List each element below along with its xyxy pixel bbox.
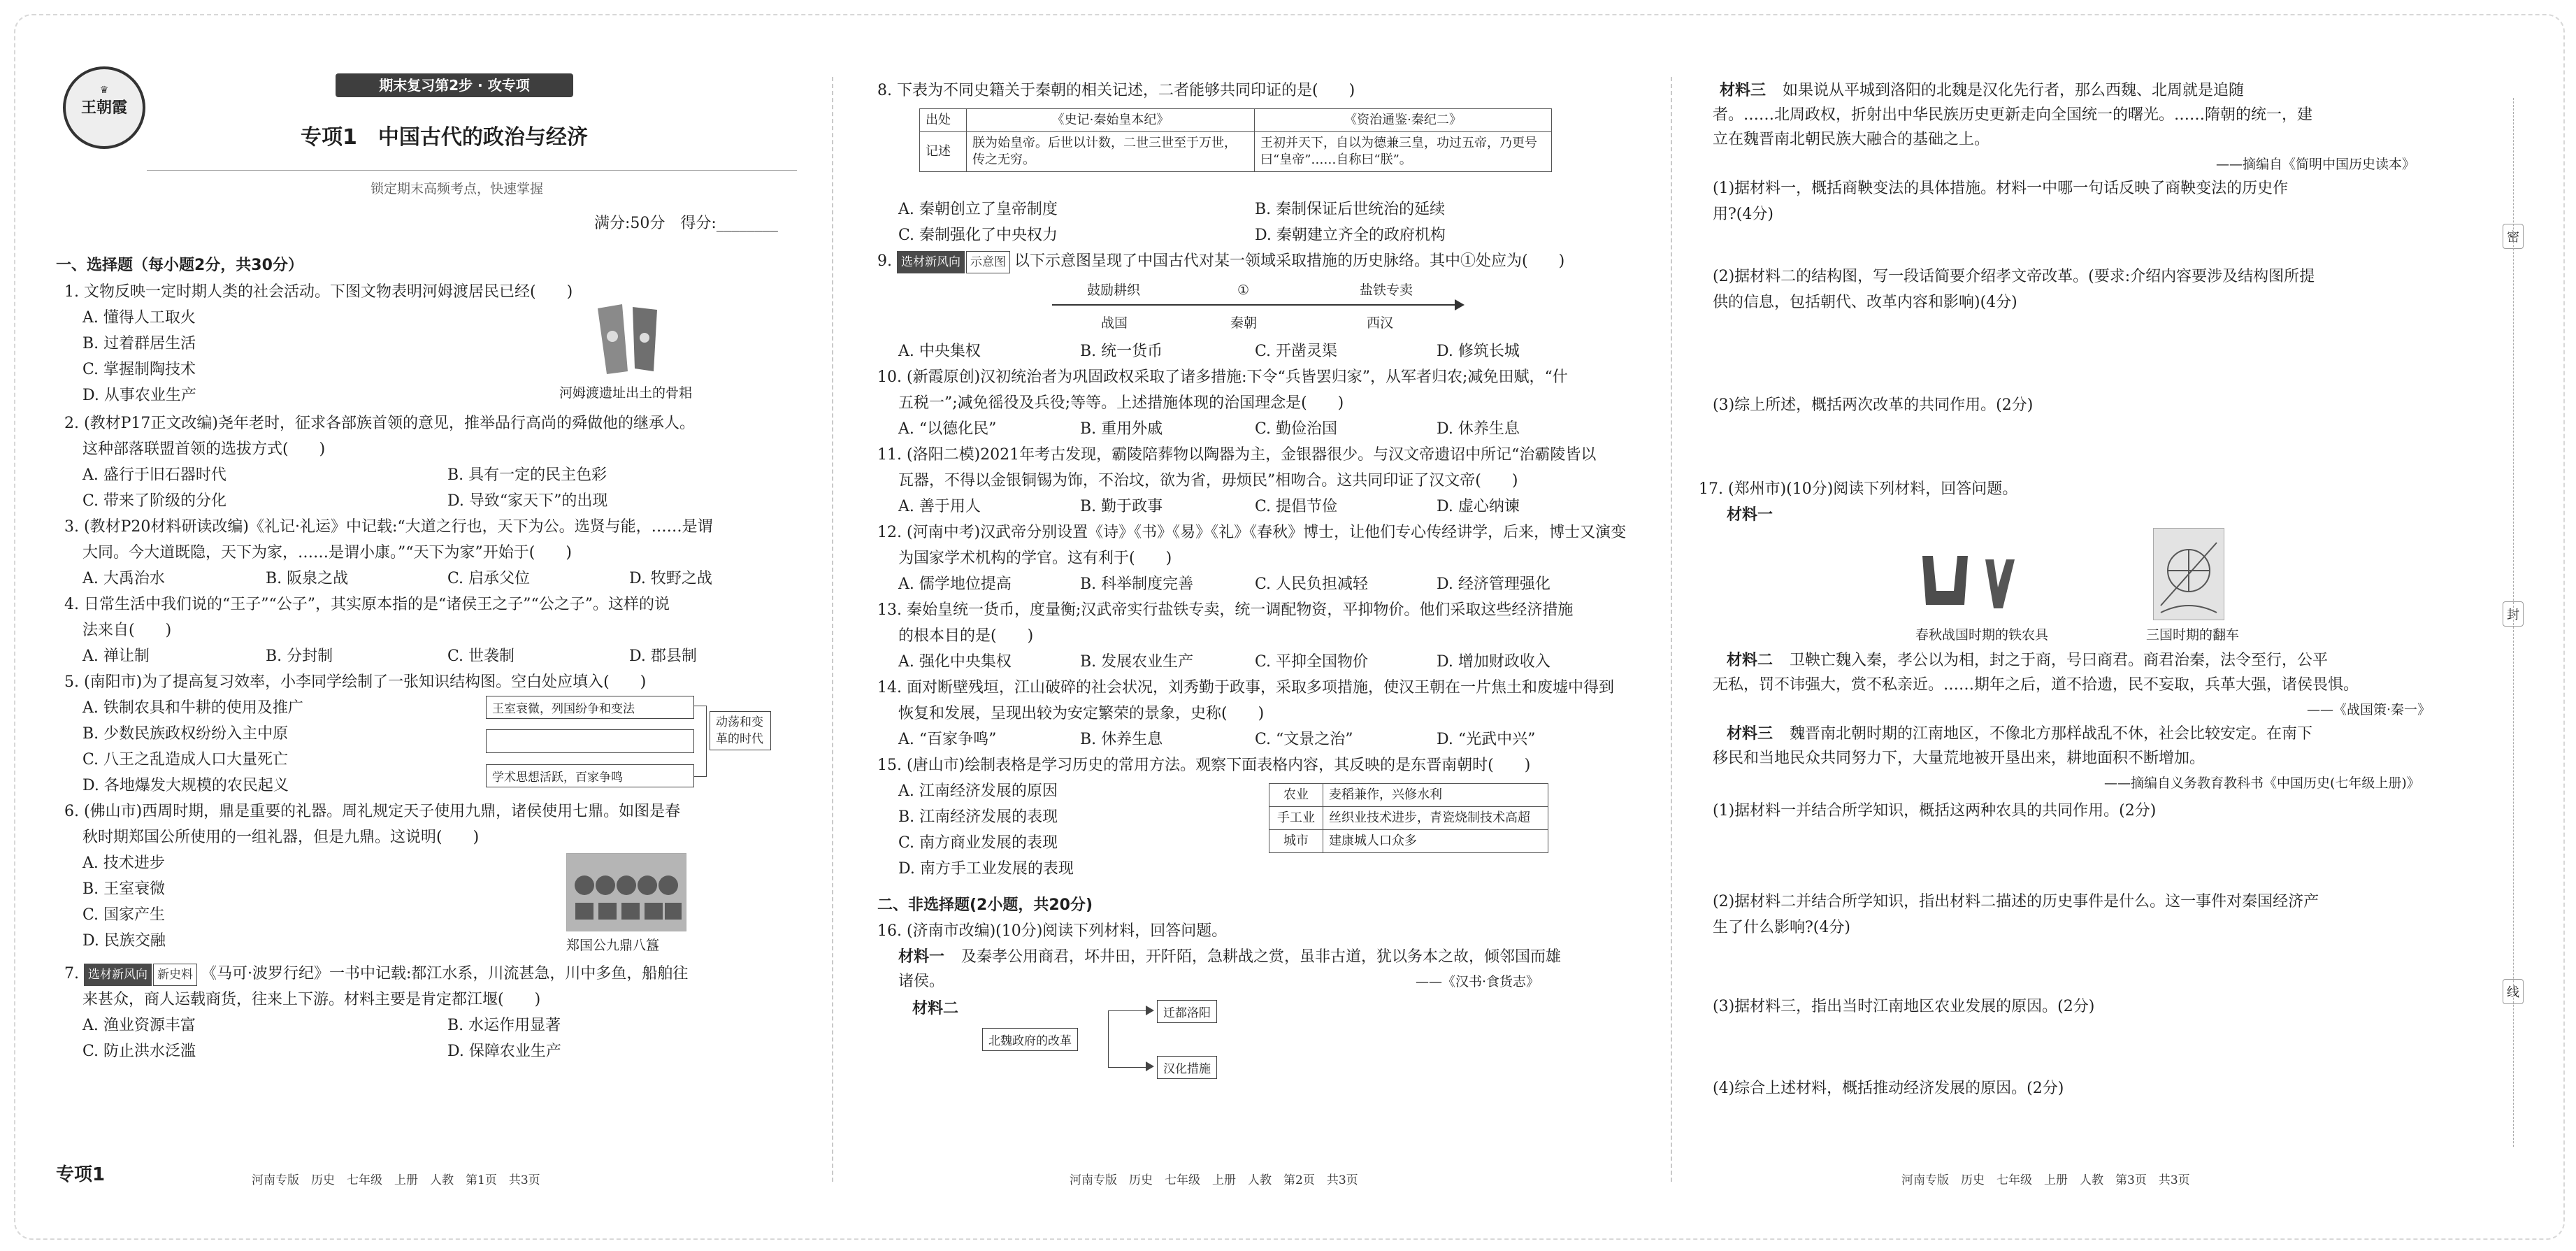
- q11-option-d[interactable]: D. 虚心纳谏: [1437, 498, 1520, 515]
- q16-m3-line-1: 如果说从平城到洛阳的北魏是汉化先行者，那么西魏、北周就是追随: [1783, 82, 2245, 99]
- q10-stem-2: 五税一”;减免徭役及兵役;等等。上述措施体现的治国理念是( ): [898, 394, 1344, 412]
- iron-tools-image: [1915, 549, 2027, 612]
- page-3: [1699, 66, 2450, 1187]
- title-rule: [147, 170, 797, 171]
- q12-option-b[interactable]: B. 科举制度完善: [1080, 576, 1194, 593]
- q15-v3: 建康城人口众多: [1323, 830, 1548, 853]
- q9-stem-text: 以下示意图呈现了中国古代对某一领域采取措施的历史脉络。其中①处应为( ): [1014, 252, 1565, 270]
- q4-option-a[interactable]: A. 禅让制: [82, 648, 150, 665]
- q17-m3-label: 材料三: [1727, 725, 1773, 743]
- q1-option-b[interactable]: B. 过着群居生活: [82, 335, 196, 352]
- q1-caption: 河姆渡遗址出土的骨耜: [559, 385, 693, 401]
- q9-date-1: 战国: [1101, 315, 1128, 331]
- q17-sub-4: (4)综合上述材料，概括推动经济发展的原因。(2分): [1713, 1080, 2064, 1097]
- q16-m1-line-2: 诸侯。: [898, 973, 945, 990]
- q11-option-b[interactable]: B. 勤于政事: [1080, 498, 1163, 515]
- bone-spade-image: [587, 301, 671, 377]
- q12-option-d[interactable]: D. 经济管理强化: [1437, 576, 1550, 593]
- q13-stem-2: 的根本目的是( ): [898, 627, 1034, 645]
- section-2-heading: 二、非选择题(2小题，共20分): [877, 896, 1093, 914]
- q16-m3-line-2: 者。……北周政权，折射出中华民族历史更新走向全国统一的曙光。……隋朝的统一，建: [1713, 106, 2313, 124]
- water-wheel-image: [2153, 528, 2224, 620]
- q17-sub-1: (1)据材料一并结合所学知识，概括这两种农具的共同作用。(2分): [1713, 802, 2157, 820]
- q9-tag-2: 示意图: [966, 251, 1010, 273]
- q11-stem-2: 瓦器，不得以金银铜锡为饰，不治坟，欲为省，毋烦民”相吻合。这共同印证了汉文帝( ): [898, 472, 1518, 489]
- q17-m2-label: 材料二: [1727, 652, 1773, 669]
- q17-sub-2b: 生了什么影响?(4分): [1713, 919, 1850, 936]
- logo-seal: [63, 66, 145, 149]
- q12-stem-1: 12. (河南中考)汉武帝分别设置《诗》《书》《易》《礼》《春秋》博士，让他们专心传经讲学，后来，博士又演变: [877, 524, 1627, 541]
- page-1: [56, 66, 807, 1185]
- q4-option-c[interactable]: C. 世袭制: [447, 648, 515, 665]
- side-tab-seal-2: 封: [2503, 601, 2524, 627]
- q17-sub-2a: (2)据材料二并结合所学知识，指出材料二描述的历史事件是什么。这一事件对秦国经济产: [1713, 893, 2319, 910]
- q9-option-d[interactable]: D. 修筑长城: [1437, 343, 1520, 360]
- q17-m2-source: ——《战国策·秦一》: [2307, 702, 2431, 717]
- q4-stem-1: 4. 日常生活中我们说的“王子”“公子”，其实原本指的是“诸侯王之子”“公之子”。这样的说: [64, 596, 670, 613]
- q15-k3: 城市: [1269, 830, 1323, 853]
- q10-option-b[interactable]: B. 重用外戚: [1080, 420, 1163, 438]
- q15-v2: 丝织业技术进步，青瓷烧制技术高超: [1323, 807, 1548, 830]
- divider-1: [832, 77, 833, 1182]
- q13-option-d[interactable]: D. 增加财政收入: [1437, 653, 1550, 671]
- q16-m1-source: ——《汉书·食货志》: [1416, 974, 1540, 989]
- q17-caption-1: 春秋战国时期的铁农具: [1915, 627, 2049, 643]
- q3-stem-1: 3. (教材P20材料研读改编)《礼记·礼运》中记载:“大道之行也，天下为公。选贤与能，……是谓: [64, 518, 713, 536]
- q6-stem-2: 秋时期郑国公所使用的一组礼器，但是九鼎。这说明( ): [82, 829, 480, 846]
- q17-m2-line-2: 无私，罚不讳强大，赏不私亲近。……期年之后，道不拾遗，民不妄取，兵革大强，诸侯畏惧。: [1713, 676, 2359, 694]
- q2-option-b[interactable]: B. 具有一定的民主色彩: [447, 466, 607, 484]
- q17-m3-line-1: 魏晋南北朝时期的江南地区，不像北方那样战乱不休，社会比较安定。在南下: [1790, 725, 2313, 743]
- q6-option-d[interactable]: D. 民族交融: [82, 932, 166, 950]
- q16-sub-2b: 供的信息，包括朝代、改革内容和影响)(4分): [1713, 294, 2017, 311]
- q5-box-right: 动荡和变革的时代: [710, 711, 771, 750]
- footer-1: 河南专版 历史 七年级 上册 人教 第1页 共3页: [252, 1173, 540, 1187]
- bronze-vessels-image: [566, 853, 686, 931]
- q14-option-d[interactable]: D. “光武中兴”: [1437, 731, 1536, 748]
- q6-caption: 郑国公九鼎八簋: [566, 938, 660, 953]
- q8-option-d[interactable]: D. 秦朝建立齐全的政府机构: [1255, 227, 1446, 244]
- q9-arrow-icon: [1455, 299, 1465, 310]
- q6-stem-1: 6. (佛山市)西周时期，鼎是重要的礼器。周礼规定天子使用九鼎，诸侯使用七鼎。如图是春: [64, 803, 681, 820]
- q11-option-a[interactable]: A. 善于用人: [898, 498, 981, 515]
- q10-stem-1: 10. (新霞原创)汉初统治者为巩固政权采取了诸多措施:下令“兵皆罢归家”，从军者归农;减免田赋，“什: [877, 369, 1568, 386]
- q5-stem: 5. (南阳市)为了提高复习效率，小李同学绘制了一张知识结构图。空白处应填入( ): [64, 673, 647, 691]
- q13-option-a[interactable]: A. 强化中央集权: [898, 653, 1012, 671]
- q8-h3: 《资治通鉴·秦纪二》: [1255, 109, 1552, 132]
- divider-2: [1671, 77, 1672, 1182]
- q3-option-a[interactable]: A. 大禹治水: [82, 570, 165, 587]
- q7-option-d[interactable]: D. 保障农业生产: [447, 1043, 561, 1060]
- q16-m1-line-1: 及秦孝公用商君，坏井田，开阡陌，急耕战之赏，虽非古道，犹以务本之故，倾邻国而雄: [961, 948, 1562, 966]
- q1-option-a[interactable]: A. 懂得人工取火: [82, 309, 196, 327]
- q8-stem: 8. 下表为不同史籍关于秦朝的相关记述，二者能够共同印证的是( ): [877, 82, 1355, 99]
- q12-option-c[interactable]: C. 人民负担减轻: [1255, 576, 1369, 593]
- q2-option-d[interactable]: D. 导致“家天下”的出现: [447, 492, 608, 510]
- q15-option-b[interactable]: B. 江南经济发展的表现: [898, 808, 1058, 826]
- q7-option-a[interactable]: A. 渔业资源丰富: [82, 1017, 196, 1034]
- q8-option-b[interactable]: B. 秦制保证后世统治的延续: [1255, 201, 1446, 218]
- q1-option-d[interactable]: D. 从事农业生产: [82, 387, 196, 404]
- q5-box-1: 王室衰微，列国纷争和变法: [486, 696, 694, 719]
- q9-timeline: [1052, 304, 1458, 306]
- q9-date-2: 秦朝: [1230, 315, 1258, 331]
- q7-option-b[interactable]: B. 水运作用显著: [447, 1017, 561, 1034]
- q11-option-c[interactable]: C. 提倡节俭: [1255, 498, 1338, 515]
- q14-stem-1: 14. 面对断壁残垣，江山破碎的社会状况，刘秀勤于政事，采取多项措施，使汉王朝在一片焦土和废墟中得到: [877, 679, 1614, 696]
- q16-box-up: 迁都洛阳: [1157, 1000, 1217, 1023]
- q5-option-a[interactable]: A. 铁制农具和牛耕的使用及推广: [82, 699, 303, 717]
- q4-option-b[interactable]: B. 分封制: [266, 648, 333, 665]
- q5-option-c[interactable]: C. 八王之乱造成人口大量死亡: [82, 751, 289, 769]
- side-tab-line: 线: [2503, 979, 2524, 1004]
- q8-h2: 《史记·秦始皇本纪》: [967, 109, 1255, 132]
- q2-stem-2: 这种部落联盟首领的选拔方式( ): [82, 441, 326, 458]
- q16-m2-label: 材料二: [912, 1000, 959, 1017]
- q5-bracket: [693, 706, 707, 777]
- q5-option-d[interactable]: D. 各地爆发大规模的农民起义: [82, 777, 289, 794]
- q10-option-c[interactable]: C. 勤俭治国: [1255, 420, 1338, 438]
- q13-option-b[interactable]: B. 发展农业生产: [1080, 653, 1194, 671]
- q14-option-a[interactable]: A. “百家争鸣”: [898, 731, 997, 748]
- q15-option-d[interactable]: D. 南方手工业发展的表现: [898, 860, 1074, 878]
- q8-r1: 记述: [920, 132, 967, 172]
- page-subtitle: 锁定期末高频考点，快速掌握: [370, 181, 544, 196]
- q7-option-c[interactable]: C. 防止洪水泛滥: [82, 1043, 196, 1060]
- q8-r3: 王初并天下，自以为德兼三皇，功过五帝，乃更号曰“皇帝”……自称曰“朕”。: [1255, 132, 1552, 172]
- q15-k1: 农业: [1269, 784, 1323, 807]
- q17-m1-label: 材料一: [1727, 506, 1773, 524]
- footer-1-label: 专项1: [56, 1164, 106, 1185]
- q9-tag: 选材新风向: [897, 251, 965, 273]
- banner: [336, 73, 573, 97]
- q7-number: 7.: [64, 965, 79, 982]
- q8-table: [919, 108, 1552, 172]
- q17-caption-2: 三国时期的翻车: [2146, 627, 2240, 643]
- q4-stem-2: 法来自( ): [82, 622, 172, 639]
- q9-date-3: 西汉: [1367, 315, 1394, 331]
- q16-sub-2a: (2)据材料二的结构图，写一段话简要介绍孝文帝改革。(要求:介绍内容要涉及结构图所提: [1713, 268, 2315, 285]
- page-title: 专项1 中国古代的政治与经济: [301, 125, 588, 150]
- q16-box-down: 汉化措施: [1157, 1056, 1217, 1079]
- q15-v1: 麦稻兼作，兴修水利: [1323, 784, 1548, 807]
- q9-label-2: ①: [1237, 283, 1250, 298]
- q10-option-a[interactable]: A. “以德化民”: [898, 420, 997, 438]
- q16-connector-v: [1108, 1010, 1151, 1068]
- q15-stem: 15. (唐山市)绘制表格是学习历史的常用方法。观察下面表格内容，其反映的是东晋南朝时( ): [877, 757, 1531, 774]
- q4-option-d[interactable]: D. 郡县制: [629, 648, 697, 665]
- q15-k2: 手工业: [1269, 807, 1323, 830]
- footer-2: 河南专版 历史 七年级 上册 人教 第2页 共3页: [1070, 1173, 1358, 1187]
- q14-option-b[interactable]: B. 休养生息: [1080, 731, 1163, 748]
- q2-option-a[interactable]: A. 盛行于旧石器时代: [82, 466, 226, 484]
- q11-stem-1: 11. (洛阳二模)2021年考古发现，霸陵陪葬物以陶器为主，金银器很少。与汉文帝遗诏中所记“治霸陵皆以: [877, 446, 1597, 464]
- q16-sub-1b: 用?(4分): [1713, 206, 1773, 223]
- q9-stem: [877, 251, 1564, 273]
- q16-sub-3: (3)综上所述，概括两次改革的共同作用。(2分): [1713, 396, 2034, 414]
- q12-stem-2: 为国家学术机构的学官。这有利于( ): [898, 550, 1172, 567]
- q16-m1-label: 材料一: [898, 948, 945, 966]
- q9-label-3: 盐铁专卖: [1360, 283, 1413, 298]
- footer-3: 河南专版 历史 七年级 上册 人教 第3页 共3页: [1901, 1173, 2190, 1187]
- q7-stem-1: [64, 964, 688, 986]
- q15-option-a[interactable]: A. 江南经济发展的原因: [898, 782, 1058, 800]
- q16-arrow-down-icon: [1146, 1061, 1154, 1071]
- q1-stem: 1. 文物反映一定时期人类的社会活动。下图文物表明河姆渡居民已经( ): [64, 283, 573, 301]
- q13-option-c[interactable]: C. 平抑全国物价: [1255, 653, 1369, 671]
- logo-crown-icon: ♛: [99, 85, 109, 96]
- q5-box-3: 学术思想活跃，百家争鸣: [486, 764, 694, 787]
- q7-stem-text: 《马可·波罗行纪》一书中记载:都江水系，川流甚急，川中多鱼，船舶往: [201, 965, 689, 982]
- q17-stem: 17. (郑州市)(10分)阅读下列材料，回答问题。: [1699, 480, 2018, 498]
- q8-r2: 朕为始皇帝。后世以计数，二世三世至于万世，传之无穷。: [967, 132, 1255, 172]
- q16-m3-label: 材料三: [1720, 82, 1766, 99]
- banner-text: 期末复习第2步 · 攻专项: [379, 77, 530, 94]
- q8-h1: 出处: [920, 109, 967, 132]
- side-binding-line: [2513, 98, 2514, 1147]
- q17-m3-source: ——摘编自义务教育教科书《中国历史(七年级上册)》: [2104, 775, 2420, 791]
- q1-option-c[interactable]: C. 掌握制陶技术: [82, 361, 196, 378]
- q9-number: 9.: [877, 252, 892, 270]
- q9-option-c[interactable]: C. 开凿灵渠: [1255, 343, 1338, 360]
- q16-m3-source: ——摘编自《简明中国历史读本》: [2216, 157, 2416, 172]
- side-tab-seal: 密: [2503, 224, 2524, 249]
- q9-option-a[interactable]: A. 中央集权: [898, 343, 981, 360]
- page-2: [877, 66, 1632, 1185]
- q14-stem-2: 恢复和发展，呈现出较为安定繁荣的景象，史称( ): [898, 705, 1265, 722]
- q14-option-c[interactable]: C. “文景之治”: [1255, 731, 1353, 748]
- q3-option-d[interactable]: D. 牧野之战: [629, 570, 712, 587]
- q6-option-a[interactable]: A. 技术进步: [82, 855, 165, 872]
- q16-sub-1a: (1)据材料一，概括商鞅变法的具体措施。材料一中哪一句话反映了商鞅变法的历史作: [1713, 180, 2289, 197]
- q6-option-b[interactable]: B. 王室衰微: [82, 880, 166, 898]
- q3-option-b[interactable]: B. 阪泉之战: [266, 570, 349, 587]
- q8-option-c[interactable]: C. 秦制强化了中央权力: [898, 227, 1058, 244]
- q15-option-c[interactable]: C. 南方商业发展的表现: [898, 834, 1058, 852]
- q3-stem-2: 大同。今大道既隐，天下为家，……是谓小康。”“天下为家”开始于( ): [82, 544, 572, 562]
- q8-option-a[interactable]: A. 秦朝创立了皇帝制度: [898, 201, 1058, 218]
- q9-option-b[interactable]: B. 统一货币: [1080, 343, 1163, 360]
- q6-option-c[interactable]: C. 国家产生: [82, 906, 166, 924]
- q7-tag: 选材新风向: [84, 964, 152, 986]
- q7-stem-2: 来甚众，商人运载商货，往来上下游。材料主要是肯定都江堰( ): [82, 991, 541, 1008]
- q17-m3-line-2: 移民和当地民众共同努力下，大量荒地被开垦出来，耕地面积不断增加。: [1713, 750, 2206, 767]
- q5-option-b[interactable]: B. 少数民族政权纷纷入主中原: [82, 725, 289, 743]
- q9-label-1: 鼓励耕织: [1087, 283, 1141, 298]
- q17-sub-3: (3)据材料三，指出当时江南地区农业发展的原因。(2分): [1713, 998, 2095, 1015]
- q16-arrow-up-icon: [1146, 1006, 1154, 1015]
- q16-m3-line-3: 立在魏晋南北朝民族大融合的基础之上。: [1713, 131, 1990, 148]
- logo-text: 王朝霞: [80, 99, 127, 117]
- q5-box-blank: [486, 729, 694, 753]
- q15-table: [1269, 783, 1548, 853]
- q17-m2-line-1: 卫鞅亡魏入秦，孝公以为相，封之于商，号曰商君。商君治秦，法令至行，公平: [1790, 652, 2329, 669]
- score-line: 满分:50分 得分:________: [594, 215, 778, 232]
- section-1-heading: 一、选择题（每小题2分，共30分）: [56, 257, 303, 274]
- q16-stem: 16. (济南市改编)(10分)阅读下列材料，回答问题。: [877, 922, 1228, 940]
- q16-box-left: 北魏政府的改革: [982, 1028, 1078, 1051]
- q12-option-a[interactable]: A. 儒学地位提高: [898, 576, 1012, 593]
- q10-option-d[interactable]: D. 休养生息: [1437, 420, 1520, 438]
- q7-tag-2: 新史料: [153, 964, 197, 986]
- q2-option-c[interactable]: C. 带来了阶级的分化: [82, 492, 227, 510]
- q13-stem-1: 13. 秦始皇统一货币，度量衡;汉武帝实行盐铁专卖，统一调配物资，平抑物价。他们采取这些经济措施: [877, 601, 1574, 619]
- q2-stem-1: 2. (教材P17正文改编)尧年老时，征求各部族首领的意见，推举品行高尚的舜做他的继承人。: [64, 415, 695, 432]
- q3-option-c[interactable]: C. 启承父位: [447, 570, 531, 587]
